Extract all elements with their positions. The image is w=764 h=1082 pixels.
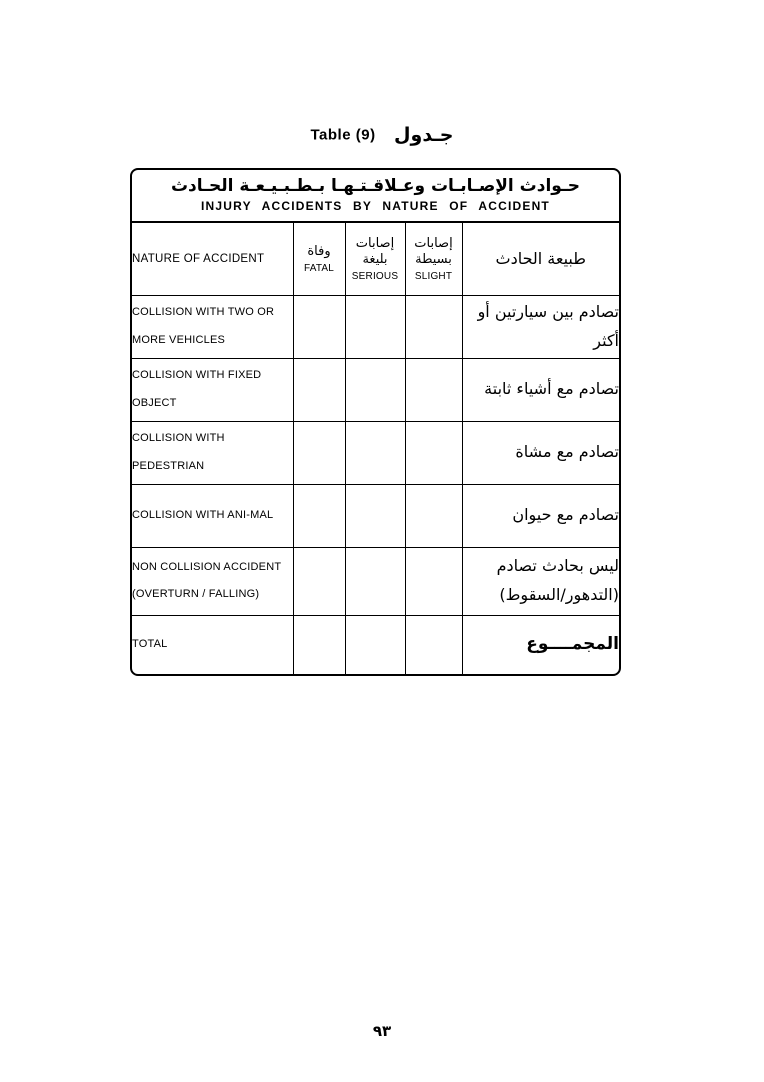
row-label-en: COLLISION WITH TWO OR MORE VEHICLES	[132, 295, 293, 358]
fatal-cell	[293, 484, 345, 547]
slight-cell	[405, 484, 462, 547]
slight-cell	[405, 358, 462, 421]
fatal-cell	[293, 615, 345, 674]
col-header-serious-arabic: إصابات بليغة	[355, 235, 395, 267]
serious-cell	[345, 547, 405, 615]
row-label-ar: تصادم مع مشاة	[462, 421, 619, 484]
col-header-fatal-english: FATAL	[303, 262, 335, 274]
col-header-nature-en: NATURE OF ACCIDENT	[132, 223, 293, 295]
row-label-en: COLLISION WITH FIXED OBJECT	[132, 358, 293, 421]
fatal-cell	[293, 547, 345, 615]
row-label-en: NON COLLISION ACCIDENT (OVERTURN / FALLING)	[132, 547, 293, 615]
col-header-nature-ar: طبيعة الحادث	[462, 223, 619, 295]
row-label-ar: تصادم بين سيارتين أو أكثر	[462, 295, 619, 358]
slight-cell	[405, 547, 462, 615]
serious-cell	[345, 421, 405, 484]
col-header-slight-english: SLIGHT	[414, 271, 453, 282]
table-row-animal	[132, 484, 619, 547]
doc-title-arabic: جـدول	[394, 124, 454, 146]
table-title-arabic: حـوادث الإصـابـات وعـلاقـتـهـا بـطـبـيـعـة الحـادث	[170, 176, 581, 196]
doc-title-english: Table (9)	[310, 126, 376, 144]
table-row-non-collision	[132, 547, 619, 615]
injury-accidents-table	[130, 168, 621, 676]
col-header-serious	[345, 223, 405, 295]
serious-cell	[345, 295, 405, 358]
col-header-fatal	[293, 223, 345, 295]
table-row-total	[132, 615, 619, 674]
fatal-cell	[293, 358, 345, 421]
column-header-row	[132, 223, 619, 295]
table-row-vehicles	[132, 295, 619, 358]
table-title-english: INJURY ACCIDENTS BY NATURE OF ACCIDENT	[201, 199, 550, 214]
serious-cell	[345, 358, 405, 421]
col-header-serious-english: SERIOUS	[351, 271, 399, 282]
col-header-fatal-arabic: وفاة	[307, 243, 331, 259]
document-title	[0, 124, 764, 146]
fatal-cell	[293, 421, 345, 484]
row-label-ar: تصادم مع أشياء ثابتة	[462, 358, 619, 421]
slight-cell	[405, 615, 462, 674]
col-header-slight	[405, 223, 462, 295]
row-label-ar: ليس بحادث تصادم (التدهور/السقوط)	[462, 547, 619, 615]
serious-cell	[345, 615, 405, 674]
row-label-en: TOTAL	[132, 615, 293, 674]
row-label-ar: تصادم مع حيوان	[462, 484, 619, 547]
slight-cell	[405, 421, 462, 484]
col-header-slight-arabic: إصابات بسيطة	[414, 235, 453, 267]
table-row-pedestrian	[132, 421, 619, 484]
table-title-block	[132, 170, 619, 223]
page-number: ٩٣	[372, 1022, 392, 1040]
row-label-en: COLLISION WITH ANI-MAL	[132, 484, 293, 547]
row-label-ar: المجمــــوع	[462, 615, 619, 674]
fatal-cell	[293, 295, 345, 358]
data-grid	[132, 223, 619, 674]
row-label-en: COLLISION WITH PEDESTRIAN	[132, 421, 293, 484]
serious-cell	[345, 484, 405, 547]
table-row-fixed-object	[132, 358, 619, 421]
slight-cell	[405, 295, 462, 358]
